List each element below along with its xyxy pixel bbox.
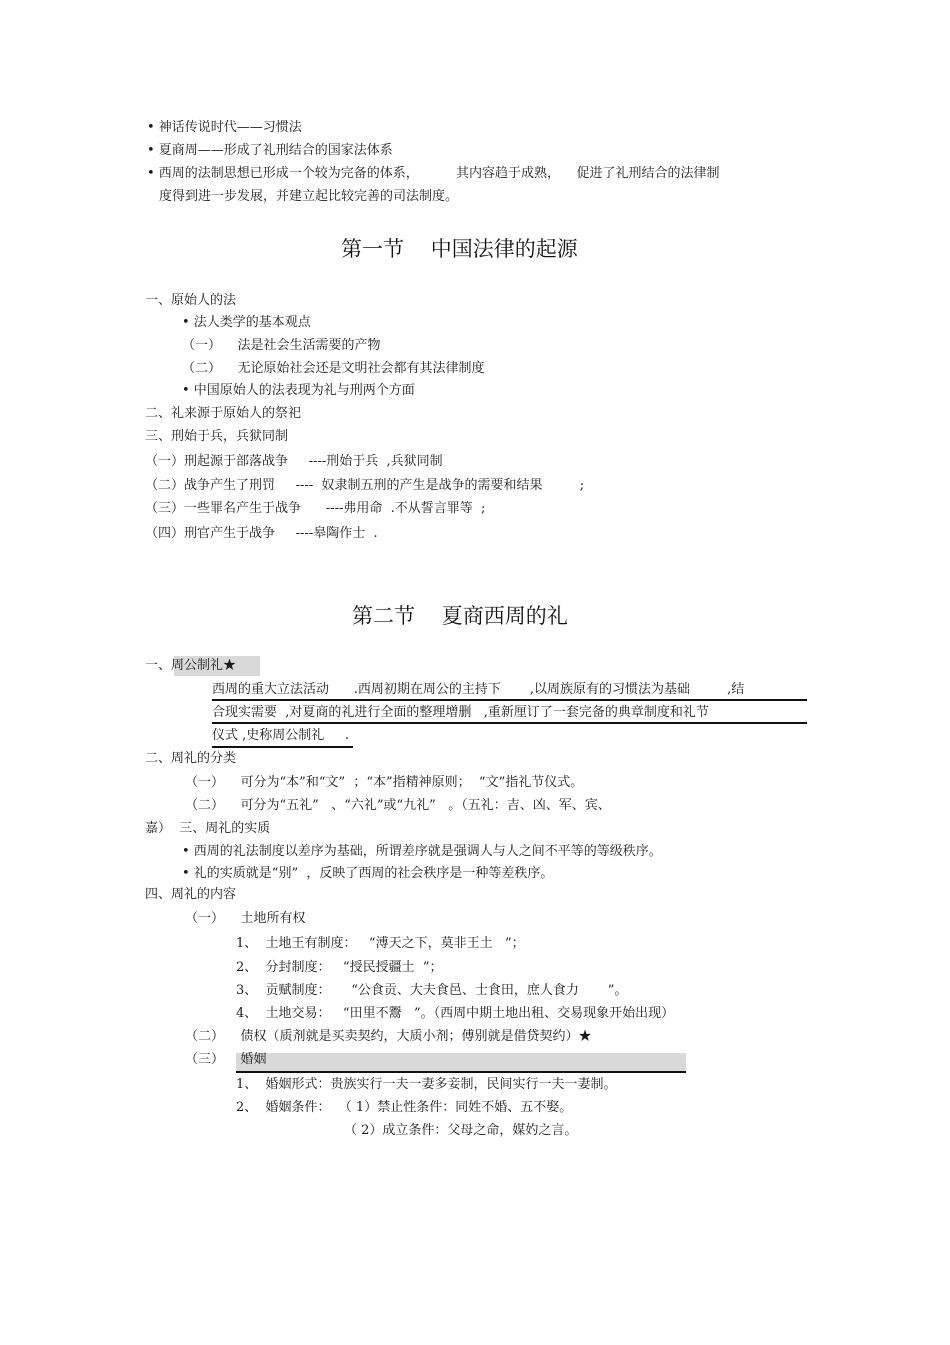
- s2-heading-3: 嘉） 三、周礼的实质: [145, 821, 271, 836]
- s2-subitem: 1、 婚姻形式：贵族实行一夫一妻多妾制，民间实行一夫一妻制。: [236, 1077, 617, 1092]
- s2-text-line: 西周的重大立法活动 .西周初期在周公的主持下 ,以周族原有的习惯法为基础 ,结: [212, 682, 745, 697]
- intro-line-4: 度得到进一步发展，并建立起比较完善的司法制度。: [159, 189, 459, 204]
- s1-item: （三）一些罪名产生于战争 ----弗用命 .不从誓言罪等 ;: [145, 501, 486, 516]
- underline-rule: [212, 699, 807, 701]
- s1-item: （一）刑起源于部落战争 ----刑始于兵 ,兵狱同制: [145, 454, 443, 469]
- s1-item: （二）战争产生了刑罚 ---- 奴隶制五刑的产生是战争的需要和结果 ;: [145, 478, 585, 493]
- s2-subitem: 4、 土地交易： “田里不鬻 ”。（西周中期土地出租、交易现象开始出现）: [236, 1006, 675, 1021]
- intro-line-2: • 夏商周——形成了礼刑结合的国家法体系: [147, 143, 393, 158]
- s1-item: （一） 法是社会生活需要的产物: [182, 338, 381, 353]
- s1-heading-1: 一、原始人的法: [145, 293, 237, 308]
- s1-item: （四）刑官产生于战争 ----皋陶作士 .: [145, 526, 378, 541]
- s2-text-line: 仪式 ,史称周公制礼 .: [212, 728, 350, 743]
- s2-item: （一） 土地所有权: [185, 911, 306, 926]
- underline-rule: [212, 746, 353, 748]
- s2-subitem: 1、 土地王有制度： “溥天之下，莫非王土 ”；: [236, 936, 525, 951]
- s1-heading-3: 三、刑始于兵，兵狱同制: [145, 429, 289, 444]
- underline-rule: [212, 722, 807, 724]
- intro-line-3: • 西周的法制思想已形成一个较为完备的体系， 其内容趋于成熟， 促进了礼刑结合的法律制: [147, 166, 720, 181]
- highlighted-term: 婚姻: [240, 1052, 267, 1067]
- s2-heading-4: 四、周礼的内容: [145, 887, 237, 902]
- s2-item: （二） 债权（质剂就是买卖契约，大质小剂；傅别就是借贷契约）★: [185, 1029, 592, 1044]
- s2-item: • 西周的礼法制度以差序为基础，所谓差序就是强调人与人之间不平等的等级秩序。: [182, 844, 662, 859]
- underline-rule: [236, 1071, 686, 1073]
- highlighted-term: 周公制礼★: [171, 658, 237, 673]
- s1-item: （二） 无论原始社会还是文明社会都有其法律制度: [182, 361, 485, 376]
- s2-subitem: 2、 分封制度： “授民授疆土 ”；: [236, 960, 443, 975]
- s1-item: • 中国原始人的法表现为礼与刑两个方面: [182, 383, 415, 398]
- s2-subitem: 2、 婚姻条件： （ 1）禁止性条件：同姓不婚、五不娶。: [236, 1100, 573, 1115]
- s2-item: （一） 可分为“本”和“文” ；“本”指精神原则； “文”指礼节仪式。: [185, 775, 584, 790]
- highlight-bar: [236, 1053, 686, 1072]
- section-2-title: 第二节 夏商西周的礼: [352, 604, 568, 628]
- s2-text-line: 合现实需要 ,对夏商的礼进行全面的整理增删 ,重新厘订了一套完备的典章制度和礼节: [212, 705, 709, 720]
- s2-heading-2: 二、周礼的分类: [145, 751, 237, 766]
- s2-heading-1: 一、周公制礼★: [145, 658, 237, 673]
- intro-line-1: • 神话传说时代——习惯法: [147, 120, 302, 135]
- s1-item: • 法人类学的基本观点: [182, 315, 311, 330]
- s2-subitem: 3、 贡赋制度： “公食贡、大夫食邑、士食田，庶人食力 ”。: [236, 983, 628, 998]
- s1-heading-2: 二、礼来源于原始人的祭祀: [145, 406, 302, 421]
- s2-item: • 礼的实质就是“别” ，反映了西周的社会秩序是一种等差秩序。: [182, 866, 554, 881]
- section-1-title: 第一节 中国法律的起源: [341, 237, 578, 261]
- s2-item: （二） 可分为“五礼” 、“六礼”或“九礼” 。（五礼：吉、凶、军、宾、: [185, 798, 611, 813]
- s2-subitem: （ 2）成立条件：父母之命，媒妁之言。: [344, 1123, 578, 1138]
- s2-item: （三） 婚姻: [185, 1052, 267, 1067]
